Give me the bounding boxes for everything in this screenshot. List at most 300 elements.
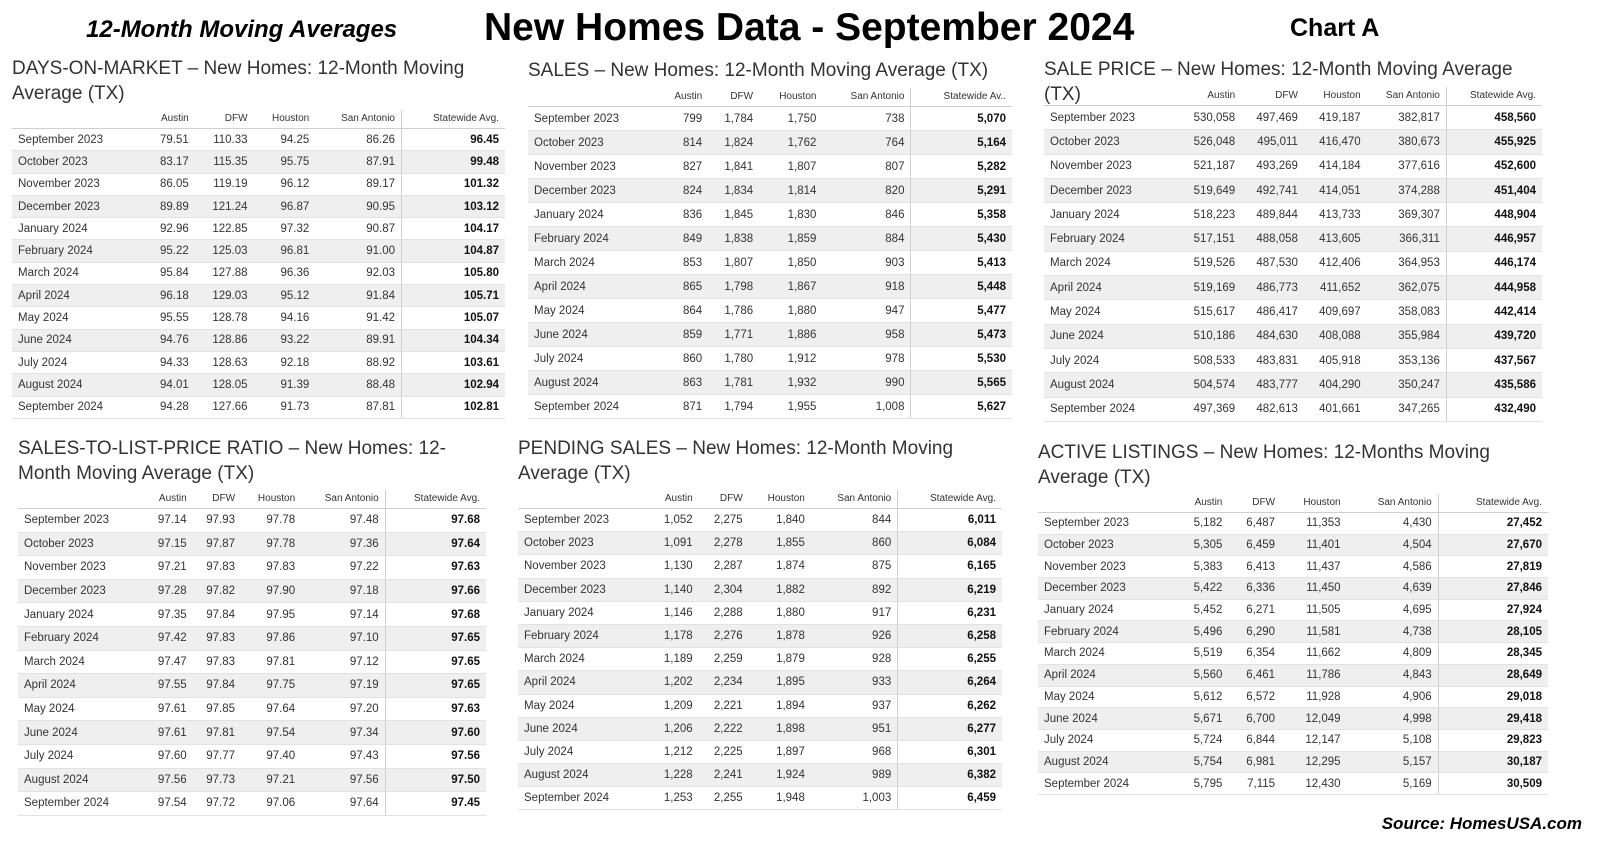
table-cell: 97.95 (241, 603, 301, 627)
table-cell: 6,255 (898, 648, 1002, 671)
table-cell: 1,781 (708, 371, 759, 395)
row-label: December 2023 (12, 195, 145, 217)
column-header: Statewide Avg. (385, 490, 486, 509)
table-cell: 519,649 (1178, 178, 1241, 202)
table-cell: 1,882 (749, 578, 811, 601)
table-cell: 97.64 (241, 697, 301, 721)
column-header: Houston (759, 88, 822, 107)
table-cell: 860 (659, 347, 709, 371)
table-cell: 2,259 (699, 648, 749, 671)
row-label: February 2024 (1038, 621, 1176, 643)
table-cell: 11,581 (1281, 621, 1347, 643)
table-cell: 4,998 (1347, 708, 1439, 730)
row-label: December 2023 (1038, 578, 1176, 600)
table-cell: 4,639 (1347, 578, 1439, 600)
table-cell: 504,574 (1178, 373, 1241, 397)
table-cell: 5,795 (1176, 773, 1229, 795)
table-cell: 97.86 (241, 626, 301, 650)
data-table (528, 88, 1012, 419)
table-row (12, 195, 505, 217)
table-cell: 97.56 (385, 744, 486, 768)
row-label: January 2024 (518, 601, 649, 624)
table-row (1038, 534, 1548, 556)
table-cell: 5,169 (1347, 773, 1439, 795)
table-cell: 764 (822, 131, 911, 155)
table-cell: 97.54 (144, 792, 192, 816)
table-cell: 5,477 (911, 299, 1012, 323)
row-label: July 2024 (12, 351, 145, 373)
table-row (12, 374, 505, 396)
row-label: October 2023 (518, 532, 649, 555)
table-cell: 115.35 (195, 151, 254, 173)
table-cell: 1,859 (759, 227, 822, 251)
table-cell: 94.01 (145, 374, 195, 396)
table-row (528, 131, 1012, 155)
column-header: San Antonio (315, 110, 401, 129)
table-cell: 933 (811, 671, 898, 694)
table-cell: 1,840 (749, 509, 811, 532)
table-cell: 989 (811, 764, 898, 787)
row-label: April 2024 (528, 275, 659, 299)
table-cell: 1,008 (822, 395, 911, 419)
header-corner (18, 490, 144, 509)
table-row (1038, 599, 1548, 621)
table-cell: 29,418 (1438, 708, 1548, 730)
table-row (18, 556, 486, 580)
table-header-row (528, 88, 1012, 107)
table-cell: 859 (659, 323, 709, 347)
table-cell: 97.82 (193, 579, 241, 603)
table-cell: 92.96 (145, 218, 195, 240)
table-cell: 97.66 (385, 579, 486, 603)
table-cell: 11,450 (1281, 578, 1347, 600)
table-row (18, 509, 486, 533)
table-cell: 864 (659, 299, 709, 323)
row-label: May 2024 (1044, 300, 1178, 324)
table-cell: 413,733 (1304, 203, 1367, 227)
table-cell: 486,417 (1241, 300, 1304, 324)
table-cell: 97.87 (193, 532, 241, 556)
table-cell: 483,831 (1241, 348, 1304, 372)
row-label: January 2024 (1044, 203, 1178, 227)
column-header: San Antonio (811, 490, 898, 509)
table-cell: 11,662 (1281, 643, 1347, 665)
table-row (1038, 556, 1548, 578)
table-cell: 518,223 (1178, 203, 1241, 227)
table-cell: 5,448 (911, 275, 1012, 299)
table-row (18, 744, 486, 768)
table-cell: 5,305 (1176, 534, 1229, 556)
table-row (1038, 686, 1548, 708)
table-row (18, 650, 486, 674)
table-row (1044, 324, 1542, 348)
table-title: SALES – New Homes: 12-Month Moving Average (TX) (528, 60, 989, 81)
table-cell: 27,846 (1438, 578, 1548, 600)
table-row (1044, 397, 1542, 421)
table-cell: 1,924 (749, 764, 811, 787)
row-label: December 2023 (528, 179, 659, 203)
table-cell: 458,560 (1446, 106, 1542, 130)
row-label: May 2024 (528, 299, 659, 323)
table-cell: 2,287 (699, 555, 749, 578)
data-table (1038, 494, 1548, 795)
table-cell: 6,354 (1228, 643, 1281, 665)
row-label: February 2024 (1044, 227, 1178, 251)
table-cell: 2,255 (699, 787, 749, 810)
table-row (1038, 751, 1548, 773)
column-header: DFW (699, 490, 749, 509)
table-cell: 97.73 (193, 768, 241, 792)
table-cell: 510,186 (1178, 324, 1241, 348)
table-cell: 97.32 (254, 218, 316, 240)
table-row (12, 285, 505, 307)
table-cell: 448,904 (1446, 203, 1542, 227)
table-row (528, 347, 1012, 371)
row-label: November 2023 (18, 556, 144, 580)
table-cell: 1,750 (759, 107, 822, 131)
pending-sales-panel (518, 436, 1002, 810)
table-cell: 6,301 (898, 740, 1002, 763)
table-cell: 366,311 (1367, 227, 1447, 251)
table-cell: 451,404 (1446, 178, 1542, 202)
table-row (18, 579, 486, 603)
table-cell: 1,894 (749, 694, 811, 717)
table-cell: 97.15 (144, 532, 192, 556)
table-cell: 119.19 (195, 173, 254, 195)
table-cell: 846 (822, 203, 911, 227)
table-cell: 96.81 (254, 240, 316, 262)
table-cell: 435,586 (1446, 373, 1542, 397)
table-title: PENDING SALES – New Homes: 12-Month Moving Average (TX) (518, 438, 954, 484)
table-cell: 362,075 (1367, 276, 1447, 300)
table-cell: 358,083 (1367, 300, 1447, 324)
column-header: Statewide Avg. (402, 110, 506, 129)
table-cell: 97.65 (385, 674, 486, 698)
table-cell: 6,459 (1228, 534, 1281, 556)
table-row (528, 299, 1012, 323)
table-cell: 951 (811, 717, 898, 740)
table-row (18, 674, 486, 698)
table-cell: 102.81 (402, 396, 506, 418)
table-cell: 97.83 (193, 650, 241, 674)
table-cell: 5,291 (911, 179, 1012, 203)
table-cell: 6,277 (898, 717, 1002, 740)
table-cell: 1,130 (649, 555, 699, 578)
table-cell: 97.81 (241, 650, 301, 674)
table-cell: 414,184 (1304, 154, 1367, 178)
table-cell: 853 (659, 251, 709, 275)
table-cell: 2,288 (699, 601, 749, 624)
table-cell: 28,105 (1438, 621, 1548, 643)
table-row (528, 203, 1012, 227)
table-cell: 844 (811, 509, 898, 532)
column-header: Austin (649, 490, 699, 509)
table-cell: 96.18 (145, 285, 195, 307)
table-cell: 508,533 (1178, 348, 1241, 372)
table-cell: 5,452 (1176, 599, 1229, 621)
table-row (12, 262, 505, 284)
table-cell: 990 (822, 371, 911, 395)
table-cell: 97.93 (193, 509, 241, 533)
table-cell: 97.63 (385, 556, 486, 580)
table-cell: 6,844 (1228, 729, 1281, 751)
table-cell: 91.84 (315, 285, 401, 307)
table-cell: 91.00 (315, 240, 401, 262)
table-row (1044, 348, 1542, 372)
table-cell: 103.12 (402, 195, 506, 217)
table-row (12, 173, 505, 195)
table-row (1044, 373, 1542, 397)
row-label: July 2024 (18, 744, 144, 768)
table-cell: 2,304 (699, 578, 749, 601)
row-label: November 2023 (1038, 556, 1176, 578)
table-row (18, 603, 486, 627)
table-cell: 2,225 (699, 740, 749, 763)
table-row (518, 671, 1002, 694)
page-title: New Homes Data - September 2024 (484, 6, 1135, 49)
row-label: June 2024 (518, 717, 649, 740)
column-header: San Antonio (1347, 494, 1439, 513)
table-cell: 1,807 (759, 155, 822, 179)
table-cell: 411,652 (1304, 276, 1367, 300)
table-row (528, 251, 1012, 275)
table-cell: 6,219 (898, 578, 1002, 601)
table-cell: 355,984 (1367, 324, 1447, 348)
table-cell: 738 (822, 107, 911, 131)
table-cell: 86.26 (315, 129, 401, 151)
table-cell: 1,824 (708, 131, 759, 155)
row-label: March 2024 (1044, 251, 1178, 275)
row-label: August 2024 (1038, 751, 1176, 773)
table-cell: 1,202 (649, 671, 699, 694)
column-header: San Antonio (301, 490, 385, 509)
table-cell: 5,070 (911, 107, 1012, 131)
table-cell: 95.75 (254, 151, 316, 173)
table-cell: 495,011 (1241, 130, 1304, 154)
table-cell: 347,265 (1367, 397, 1447, 421)
table-cell: 12,049 (1281, 708, 1347, 730)
header-corner (518, 490, 649, 509)
table-cell: 97.60 (385, 721, 486, 745)
table-cell: 6,382 (898, 764, 1002, 787)
table-row (1044, 251, 1542, 275)
table-cell: 97.65 (385, 650, 486, 674)
table-cell: 1,140 (649, 578, 699, 601)
table-cell: 863 (659, 371, 709, 395)
table-cell: 104.34 (402, 329, 506, 351)
column-header: Austin (145, 110, 195, 129)
table-cell: 94.25 (254, 129, 316, 151)
table-cell: 1,878 (749, 624, 811, 647)
column-header: Austin (1176, 494, 1229, 513)
table-cell: 97.72 (193, 792, 241, 816)
table-row (1044, 203, 1542, 227)
table-row (12, 129, 505, 151)
table-cell: 947 (822, 299, 911, 323)
column-header: Houston (254, 110, 316, 129)
table-cell: 11,928 (1281, 686, 1347, 708)
row-label: November 2023 (528, 155, 659, 179)
row-label: September 2024 (528, 395, 659, 419)
row-label: October 2023 (528, 131, 659, 155)
table-cell: 404,290 (1304, 373, 1367, 397)
table-cell: 97.45 (385, 792, 486, 816)
table-cell: 94.28 (145, 396, 195, 418)
table-cell: 860 (811, 532, 898, 555)
table-cell: 104.17 (402, 218, 506, 240)
table-cell: 380,673 (1367, 130, 1447, 154)
table-cell: 97.36 (301, 532, 385, 556)
table-cell: 1,771 (708, 323, 759, 347)
row-label: February 2024 (528, 227, 659, 251)
row-label: October 2023 (12, 151, 145, 173)
table-cell: 1,794 (708, 395, 759, 419)
table-row (12, 151, 505, 173)
table-cell: 95.12 (254, 285, 316, 307)
table-cell: 4,809 (1347, 643, 1439, 665)
row-label: June 2024 (528, 323, 659, 347)
column-header: Statewide Avg. (1438, 494, 1548, 513)
row-label: May 2024 (18, 697, 144, 721)
table-row (518, 509, 1002, 532)
table-cell: 5,724 (1176, 729, 1229, 751)
table-row (12, 351, 505, 373)
table-cell: 97.61 (144, 697, 192, 721)
table-cell: 5,612 (1176, 686, 1229, 708)
table-cell: 101.32 (402, 173, 506, 195)
table-cell: 5,413 (911, 251, 1012, 275)
row-label: September 2024 (518, 787, 649, 810)
row-label: January 2024 (1038, 599, 1176, 621)
row-label: August 2024 (12, 374, 145, 396)
table-cell: 94.16 (254, 307, 316, 329)
table-cell: 88.92 (315, 351, 401, 373)
table-cell: 521,187 (1178, 154, 1241, 178)
table-cell: 5,164 (911, 131, 1012, 155)
row-label: November 2023 (518, 555, 649, 578)
table-cell: 97.22 (301, 556, 385, 580)
table-cell: 90.95 (315, 195, 401, 217)
table-cell: 27,670 (1438, 534, 1548, 556)
table-cell: 1,814 (759, 179, 822, 203)
table-cell: 401,661 (1304, 397, 1367, 421)
table-title: SALE PRICE – New Homes: 12-Month Moving Average (TX) (1044, 59, 1513, 105)
row-label: March 2024 (12, 262, 145, 284)
table-cell: 97.21 (144, 556, 192, 580)
data-table (1044, 87, 1542, 422)
table-cell: 1,834 (708, 179, 759, 203)
table-row (528, 395, 1012, 419)
table-cell: 97.14 (301, 603, 385, 627)
table-cell: 104.87 (402, 240, 506, 262)
row-label: March 2024 (518, 648, 649, 671)
table-cell: 369,307 (1367, 203, 1447, 227)
table-cell: 97.55 (144, 674, 192, 698)
row-label: August 2024 (518, 764, 649, 787)
row-label: November 2023 (12, 173, 145, 195)
row-label: February 2024 (18, 626, 144, 650)
table-cell: 493,269 (1241, 154, 1304, 178)
table-cell: 446,174 (1446, 251, 1542, 275)
table-cell: 405,918 (1304, 348, 1367, 372)
column-header: DFW (193, 490, 241, 509)
column-header: Statewide Avg. (898, 490, 1002, 509)
table-cell: 1,807 (708, 251, 759, 275)
table-cell: 1,874 (749, 555, 811, 578)
table-cell: 83.17 (145, 151, 195, 173)
table-cell: 408,088 (1304, 324, 1367, 348)
table-cell: 97.65 (385, 626, 486, 650)
table-cell: 928 (811, 648, 898, 671)
row-label: April 2024 (518, 671, 649, 694)
table-cell: 978 (822, 347, 911, 371)
table-cell: 128.78 (195, 307, 254, 329)
table-cell: 6,572 (1228, 686, 1281, 708)
row-label: October 2023 (1038, 534, 1176, 556)
table-cell: 97.63 (385, 697, 486, 721)
table-cell: 6,413 (1228, 556, 1281, 578)
column-header: Houston (1281, 494, 1347, 513)
days-on-market-panel (12, 56, 505, 419)
chart-label: Chart A (1290, 14, 1380, 42)
table-cell: 412,406 (1304, 251, 1367, 275)
table-cell: 439,720 (1446, 324, 1542, 348)
row-label: July 2024 (1038, 729, 1176, 751)
table-cell: 6,165 (898, 555, 1002, 578)
row-label: March 2024 (18, 650, 144, 674)
column-header: Houston (241, 490, 301, 509)
row-label: August 2024 (18, 768, 144, 792)
table-cell: 5,157 (1347, 751, 1439, 773)
row-label: September 2024 (1044, 397, 1178, 421)
sales-panel (528, 58, 1012, 419)
row-label: September 2024 (1038, 773, 1176, 795)
table-row (1044, 106, 1542, 130)
table-cell: 97.60 (144, 744, 192, 768)
table-header-row (518, 490, 1002, 509)
table-row (518, 648, 1002, 671)
table-cell: 968 (811, 740, 898, 763)
table-cell: 1,886 (759, 323, 822, 347)
table-row (1044, 178, 1542, 202)
table-cell: 382,817 (1367, 106, 1447, 130)
table-cell: 519,169 (1178, 276, 1241, 300)
table-cell: 87.81 (315, 396, 401, 418)
table-cell: 1,830 (759, 203, 822, 227)
table-row (528, 227, 1012, 251)
table-cell: 95.55 (145, 307, 195, 329)
active-listings-panel (1038, 440, 1548, 795)
table-row (518, 578, 1002, 601)
table-row (528, 323, 1012, 347)
table-row (12, 396, 505, 418)
table-cell: 452,600 (1446, 154, 1542, 178)
table-cell: 5,430 (911, 227, 1012, 251)
table-title: DAYS-ON-MARKET – New Homes: 12-Month Moving Average (TX) (12, 58, 465, 104)
table-cell: 97.21 (241, 768, 301, 792)
table-cell: 96.36 (254, 262, 316, 284)
table-row (518, 787, 1002, 810)
table-cell: 1,948 (749, 787, 811, 810)
table-row (1038, 578, 1548, 600)
table-cell: 5,754 (1176, 751, 1229, 773)
row-label: March 2024 (528, 251, 659, 275)
table-cell: 1,786 (708, 299, 759, 323)
data-table (12, 110, 505, 419)
table-cell: 7,115 (1228, 773, 1281, 795)
table-row (528, 179, 1012, 203)
table-cell: 517,151 (1178, 227, 1241, 251)
